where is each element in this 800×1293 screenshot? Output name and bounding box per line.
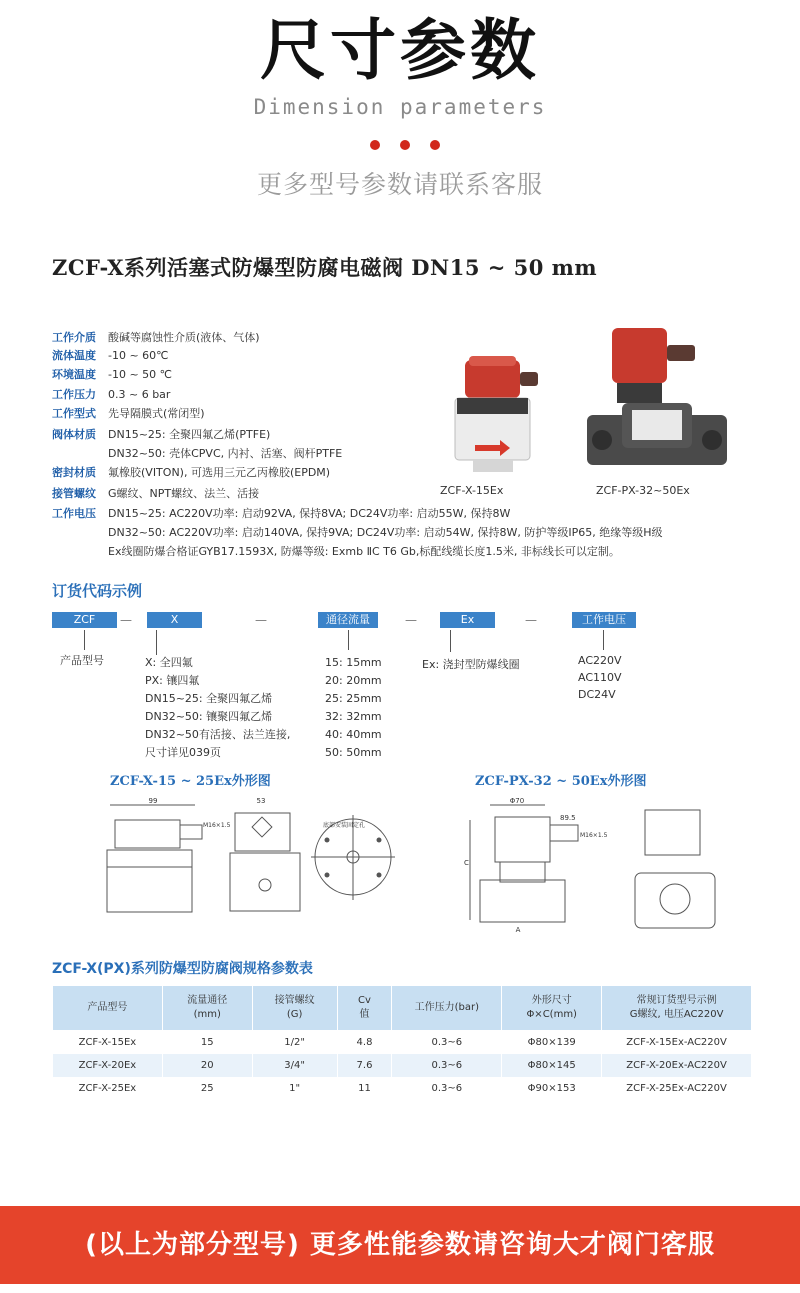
- table-cell: ZCF-X-15Ex-AC220V: [602, 1031, 752, 1054]
- table-cell: 1/2": [252, 1031, 337, 1054]
- dot-icon: [400, 140, 410, 150]
- spec-value: 氟橡胶(VITON), 可选用三元乙丙橡胶(EPDM): [108, 466, 331, 479]
- table-header-row: [53, 986, 752, 1031]
- code-desc: DC24V: [578, 688, 616, 701]
- footer-banner: (以上为部分型号) 更多性能参数请咨询大才阀门客服: [0, 1206, 800, 1284]
- table-header-cell: Cv 值: [337, 986, 392, 1031]
- spec-table: [52, 985, 752, 1100]
- spec-value: 0.3 ~ 6 bar: [108, 388, 171, 401]
- code-desc: 尺寸详见039页: [145, 746, 221, 759]
- spec-value: DN15~25: AC220V功率: 启动92VA, 保持8VA; DC24V功率: 启动55W, 保持8W: [108, 507, 511, 520]
- drawing-left: [95, 795, 395, 930]
- spec-continuation: DN32~50: AC220V功率: 启动140VA, 保持9VA; DC24V功率: 启动54W, 保持8W, 防护等级IP65, 绝缘等级H级: [108, 526, 663, 539]
- code-desc: Ex: 浇封型防爆线圈: [422, 658, 520, 671]
- table-cell: Φ90×153: [502, 1077, 602, 1100]
- table-header-cell: 常规订货型号示例 G螺纹, 电压AC220V: [602, 986, 752, 1031]
- dot-icon: [430, 140, 440, 150]
- contact-note: 更多型号参数请联系客服: [256, 170, 543, 199]
- table-cell: 0.3~6: [392, 1031, 502, 1054]
- spec-row: [52, 465, 330, 481]
- table-cell: Φ80×145: [502, 1054, 602, 1077]
- dim-label: M16×1.5: [580, 832, 608, 839]
- code-separator: —: [120, 613, 132, 627]
- code-desc: 15: 15mm: [325, 656, 382, 669]
- spec-row: [52, 330, 260, 346]
- spec-key: 环境温度: [52, 368, 96, 381]
- drawing-title-right: ZCF-PX-32 ~ 50Ex外形图: [475, 774, 647, 789]
- dim-label: 53: [256, 797, 266, 805]
- image-caption: ZCF-PX-32~50Ex: [596, 484, 690, 497]
- code-desc: X: 全四氟: [145, 656, 193, 669]
- code-box-coil: Ex: [440, 612, 495, 628]
- spec-key: 流体温度: [52, 349, 96, 362]
- page-title: 尺寸参数: [260, 12, 540, 89]
- drawing-right: [460, 795, 730, 935]
- spec-continuation: Ex线圈防爆合格证GYB17.1593X, 防爆等级: Exmb ⅡC T6 Gb,标配线缆长度1.5米, 非标线长可以定制。: [108, 545, 620, 558]
- spec-row: [52, 427, 270, 443]
- image-caption: ZCF-X-15Ex: [440, 484, 504, 497]
- spec-value: -10 ~ 60℃: [108, 349, 169, 362]
- code-box-model: ZCF: [52, 612, 117, 628]
- code-connector: [156, 630, 157, 655]
- table-cell: 0.3~6: [392, 1077, 502, 1100]
- table-header-cell: 流量通径 (mm): [162, 986, 252, 1031]
- order-code-heading: 订货代码示例: [52, 582, 143, 600]
- spec-row: [52, 348, 169, 364]
- code-connector: [450, 630, 451, 652]
- code-desc: DN32~50: 镶聚四氟乙烯: [145, 710, 273, 723]
- table-row: [53, 1031, 752, 1054]
- spec-key: 接管螺纹: [52, 487, 96, 500]
- code-desc: DN15~25: 全聚四氟乙烯: [145, 692, 273, 705]
- table-cell: 1": [252, 1077, 337, 1100]
- valve-small-image: [425, 350, 555, 480]
- code-desc: 25: 25mm: [325, 692, 382, 705]
- table-header-cell: 外形尺寸 Φ×C(mm): [502, 986, 602, 1031]
- product-heading: ZCF-X系列活塞式防爆型防腐电磁阀 DN15 ~ 50 mm: [52, 255, 598, 280]
- spec-value: 酸碱等腐蚀性介质(液体、气体): [108, 331, 260, 344]
- table-cell: 7.6: [337, 1054, 392, 1077]
- code-separator: —: [405, 613, 417, 627]
- dim-label: M16×1.5: [203, 822, 231, 829]
- drawing-title-left: ZCF-X-15 ~ 25Ex外形图: [110, 774, 271, 789]
- table-cell: 11: [337, 1077, 392, 1100]
- table-cell: ZCF-X-25Ex: [53, 1077, 163, 1100]
- decorative-dots: [370, 140, 440, 152]
- dim-label: 底部安装固定孔: [323, 822, 366, 829]
- table-cell: 3/4": [252, 1054, 337, 1077]
- code-desc: 20: 20mm: [325, 674, 382, 687]
- dim-label: Φ70: [509, 797, 525, 805]
- table-cell: 15: [162, 1031, 252, 1054]
- table-row: [53, 1054, 752, 1077]
- spec-value: DN15~25: 全聚四氟乙烯(PTFE): [108, 428, 271, 441]
- code-desc: 32: 32mm: [325, 710, 382, 723]
- code-desc: 产品型号: [60, 654, 104, 667]
- spec-row: [52, 387, 170, 403]
- table-cell: ZCF-X-20Ex: [53, 1054, 163, 1077]
- code-desc: AC110V: [578, 671, 622, 684]
- table-cell: 25: [162, 1077, 252, 1100]
- spec-key: 工作型式: [52, 407, 96, 420]
- spec-key: 工作介质: [52, 331, 96, 344]
- dim-label: 99: [148, 797, 158, 805]
- spec-key: 工作压力: [52, 388, 96, 401]
- code-desc: PX: 镶四氟: [145, 674, 200, 687]
- code-desc: AC220V: [578, 654, 622, 667]
- table-header-cell: 工作压力(bar): [392, 986, 502, 1031]
- table-cell: Φ80×139: [502, 1031, 602, 1054]
- code-desc: DN32~50有活接、法兰连接,: [145, 728, 291, 741]
- table-cell: ZCF-X-15Ex: [53, 1031, 163, 1054]
- spec-continuation: DN32~50: 壳体CPVC, 内衬、活塞、阀杆PTFE: [108, 447, 343, 460]
- code-box-voltage: 工作电压: [572, 612, 636, 628]
- dim-label: A: [515, 926, 521, 934]
- spec-key: 阀体材质: [52, 428, 96, 441]
- spec-row: [52, 406, 205, 422]
- valve-large-image: [582, 320, 732, 480]
- code-desc: 40: 40mm: [325, 728, 382, 741]
- page-subtitle-en: Dimension parameters: [253, 95, 547, 119]
- spec-row: [52, 486, 259, 502]
- code-box-diameter: 通径流量: [318, 612, 378, 628]
- spec-value: 先导隔膜式(常闭型): [108, 407, 205, 420]
- table-row: [53, 1077, 752, 1100]
- spec-value: -10 ~ 50 ℃: [108, 368, 173, 381]
- code-connector: [84, 630, 85, 650]
- code-separator: —: [525, 613, 537, 627]
- code-connector: [348, 630, 349, 650]
- spec-value: G螺纹、NPT螺纹、法兰、活接: [108, 487, 260, 500]
- table-cell: 4.8: [337, 1031, 392, 1054]
- table-cell: ZCF-X-25Ex-AC220V: [602, 1077, 752, 1100]
- dot-icon: [370, 140, 380, 150]
- spec-row: [52, 367, 172, 383]
- dim-label: C: [464, 859, 469, 867]
- code-connector: [603, 630, 604, 650]
- code-box-material: X: [147, 612, 202, 628]
- spec-key: 密封材质: [52, 466, 96, 479]
- code-desc: 50: 50mm: [325, 746, 382, 759]
- table-header-cell: 产品型号: [53, 986, 163, 1031]
- spec-row: [52, 506, 510, 522]
- dim-label: 89.5: [560, 814, 576, 822]
- table-cell: ZCF-X-20Ex-AC220V: [602, 1054, 752, 1077]
- spec-key: 工作电压: [52, 507, 96, 520]
- spec-table-heading: ZCF-X(PX)系列防爆型防腐阀规格参数表: [52, 961, 313, 977]
- code-separator: —: [255, 613, 267, 627]
- table-header-cell: 接管螺纹 (G): [252, 986, 337, 1031]
- table-cell: 0.3~6: [392, 1054, 502, 1077]
- table-cell: 20: [162, 1054, 252, 1077]
